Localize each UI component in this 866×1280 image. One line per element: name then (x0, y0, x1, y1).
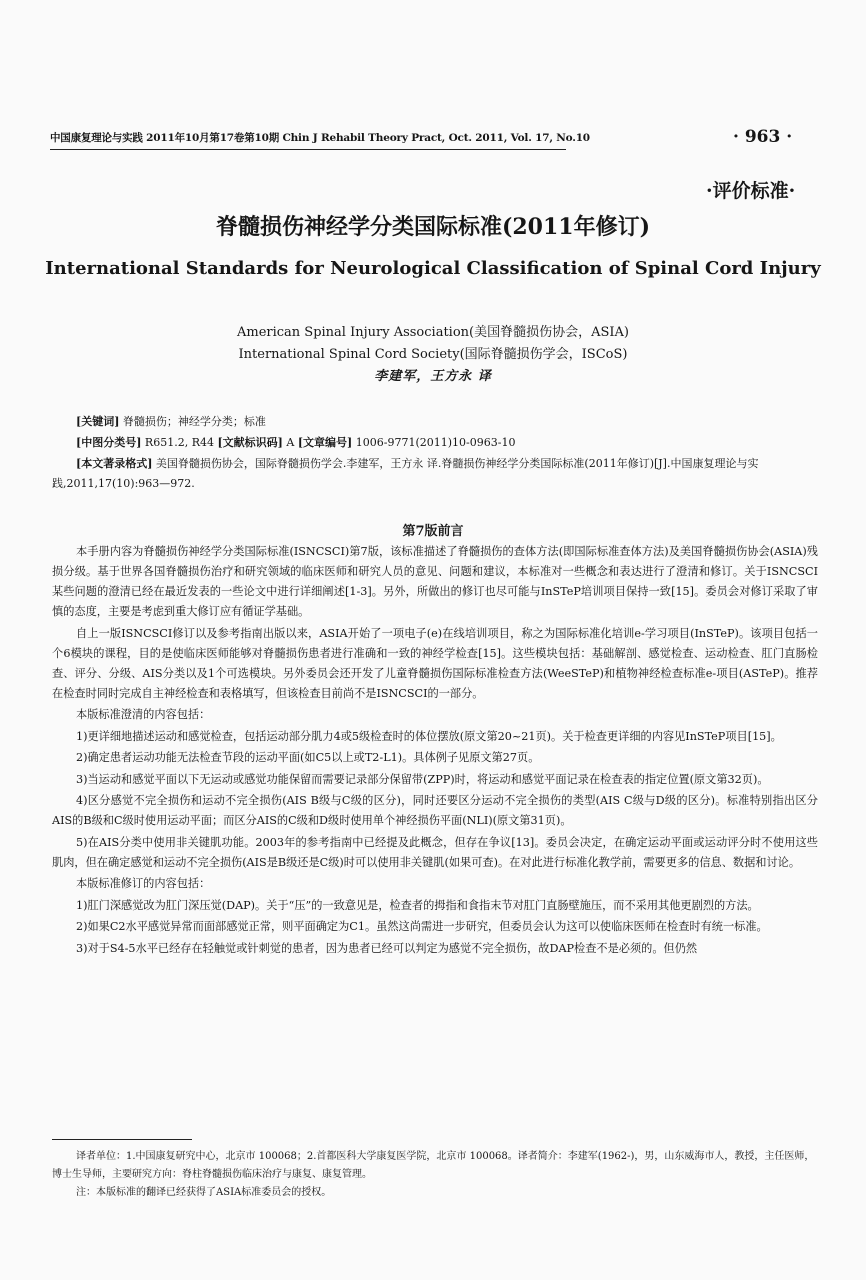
page-number: · 963 · (733, 127, 793, 147)
paragraph: 自上一版ISNCSCI修订以及参考指南出版以来，ASIA开始了一项电子(e)在线培训项目，称之为国际标准化培训e-学习项目(InSTeP)。该项目包括一个6模块的课程，目的是使临床医师能够对脊髓损伤患者进行准确和一致的神经学检查[15]。这些模块包括：基础解剖、感觉检查、运动检查、肛门直肠检查、评分、分级、AIS分类以及1个可选模块。另外委员会还开发了儿童脊髓损伤国际标准检查方法(WeeSTeP)和植物神经检查标准e-项目(ASTeP)。推荐在检查时同时完成自主神经检查和表格填写，但该检查目前尚不是ISNCSCI的一部分。 (52, 626, 818, 700)
list-item: 5)在AIS分类中使用非关键肌功能。2003年的参考指南中已经提及此概念，但存在争议[13]。委员会决定，在确定运动平面或运动评分时不使用这些肌肉，但在确定感觉和运动不完全损伤(AIS是B级还是C级)时可以使用非关键肌(如果可查)。在对此进行标准化教学前，需要更多的信息、数据和讨论。 (52, 835, 818, 869)
title-english: International Standards for Neurological Classification of Spinal Cord Injury (45, 258, 821, 279)
footnotes (52, 1148, 818, 1202)
list-item: 1)肛门深感觉改为肛门深压觉(DAP)。关于“压”的一致意见是，检查者的拇指和食指末节对肛门直肠壁施压，而不采用其他更剧烈的方法。 (76, 898, 759, 912)
paragraph: 本手册内容为脊髓损伤神经学分类国际标准(ISNCSCI)第7版，该标准描述了脊髓损伤的查体方法(即国际标准查体方法)及美国脊髓损伤协会(ASIA)残损分级。基于世界各国脊髓损伤治疗和研究领域的临床医师和研究人员的意见、问题和建议，本标准对一些概念和表达进行了澄清和修订。关于ISNCSCI某些问题的澄清已经在最近发表的一些论文中进行详细阐述[1-3]。另外，所做出的修订也尽可能与InSTeP培训项目保持一致[15]。委员会对修订采取了审慎的态度，主要是考虑到重大修订应有循证学基础。 (52, 545, 818, 618)
list-item: 4)区分感觉不完全损伤和运动不完全损伤(AIS B级与C级的区分)，同时还要区分运动不完全损伤的类型(AIS C级与D级的区分)。标准特别指出区分AIS的B级和C级时使用运动平面；而区分AIS的C级和D级时使用单个神经损伤平面(NLI)(原文第31页)。 (52, 794, 818, 827)
keywords-line (76, 412, 816, 432)
footnote-rule (52, 1139, 192, 1140)
classification-line (76, 433, 816, 453)
list-item: 3)对于S4-5水平已经存在轻触觉或针刺觉的患者，因为患者已经可以判定为感觉不完全损伤，故DAP检查不是必须的。但仍然 (76, 941, 698, 955)
list-item: 3)当运动和感觉平面以下无运动或感觉功能保留而需要记录部分保留带(ZPP)时，将运动和感觉平面记录在检查表的指定位置(原文第32页)。 (76, 772, 769, 786)
citation-text: 美国脊髓损伤协会，国际脊髓损伤学会.李建军，王方永 译.脊髓损伤神经学分类国际标准(2011年修订)[J].中国康复理论与实践,2011,17(10):963—972. (52, 457, 759, 490)
clc-label: [中图分类号] (76, 436, 142, 449)
title-chinese: 脊髓损伤神经学分类国际标准(2011年修订) (215, 214, 651, 240)
citation-label: [本文著录格式] (76, 457, 153, 470)
list-item: 2)如果C2水平感觉异常而面部感觉正常，则平面确定为C1。虽然这尚需进一步研究，但委员会认为这可以使临床医师在检查时有统一标准。 (76, 920, 768, 933)
author-organization-iscos: International Spinal Cord Society(国际脊髓损伤学会，ISCoS) (238, 347, 628, 362)
author-organization-asia: American Spinal Injury Association(美国脊髓损伤协会，ASIA) (236, 325, 629, 340)
keywords-label: [关键词] (76, 415, 120, 428)
footnote-translator-affiliation: 译者单位：1.中国康复研究中心，北京市 100068；2.首都医科大学康复医学院，北京市 100068。译者简介：李建军(1962-)，男，山东威海市人，教授，主任医师，博士生导师，主要研究方向：脊柱脊髓损伤临床治疗与康复、康复管理。 (52, 1151, 815, 1180)
body-text (52, 542, 818, 960)
clc-value: R651.2, R44 (144, 436, 214, 449)
paragraph: 本版标准修订的内容包括： (76, 877, 211, 890)
doc-code-value: A (286, 436, 295, 449)
paragraph: 本版标准澄清的内容包括： (76, 708, 211, 721)
article-no-value: 1006-9771(2011)10-0963-10 (355, 436, 516, 449)
list-item: 2)确定患者运动功能无法检查节段的运动平面(如C5以上或T2-L1)。具体例子见原文第27页。 (76, 751, 540, 764)
running-header: 中国康复理论与实践 2011年10月第17卷第10期 Chin J Rehabil Theory Pract, Oct. 2011, Vol. 17, No.10 (50, 132, 590, 144)
keywords: 脊髓损伤；神经学分类；标准 (122, 415, 266, 428)
article-no-label: [文章编号] (297, 436, 353, 449)
list-item: 1)更详细地描述运动和感觉检查，包括运动部分肌力4或5级检查时的体位摆放(原文第20~21页)。关于检查更详细的内容见InSTeP项目[15]。 (76, 729, 782, 743)
section-heading: 第7版前言 (402, 524, 464, 539)
citation-format (52, 454, 818, 494)
footnote-authorization-note: 注：本版标准的翻译已经获得了ASIA标准委员会的授权。 (76, 1187, 332, 1198)
doc-code-label: [文献标识码] (217, 436, 283, 449)
header-rule (50, 149, 566, 150)
section-tag: ·评价标准· (706, 180, 796, 202)
translators: 李建军，王方永 译 (374, 369, 492, 384)
